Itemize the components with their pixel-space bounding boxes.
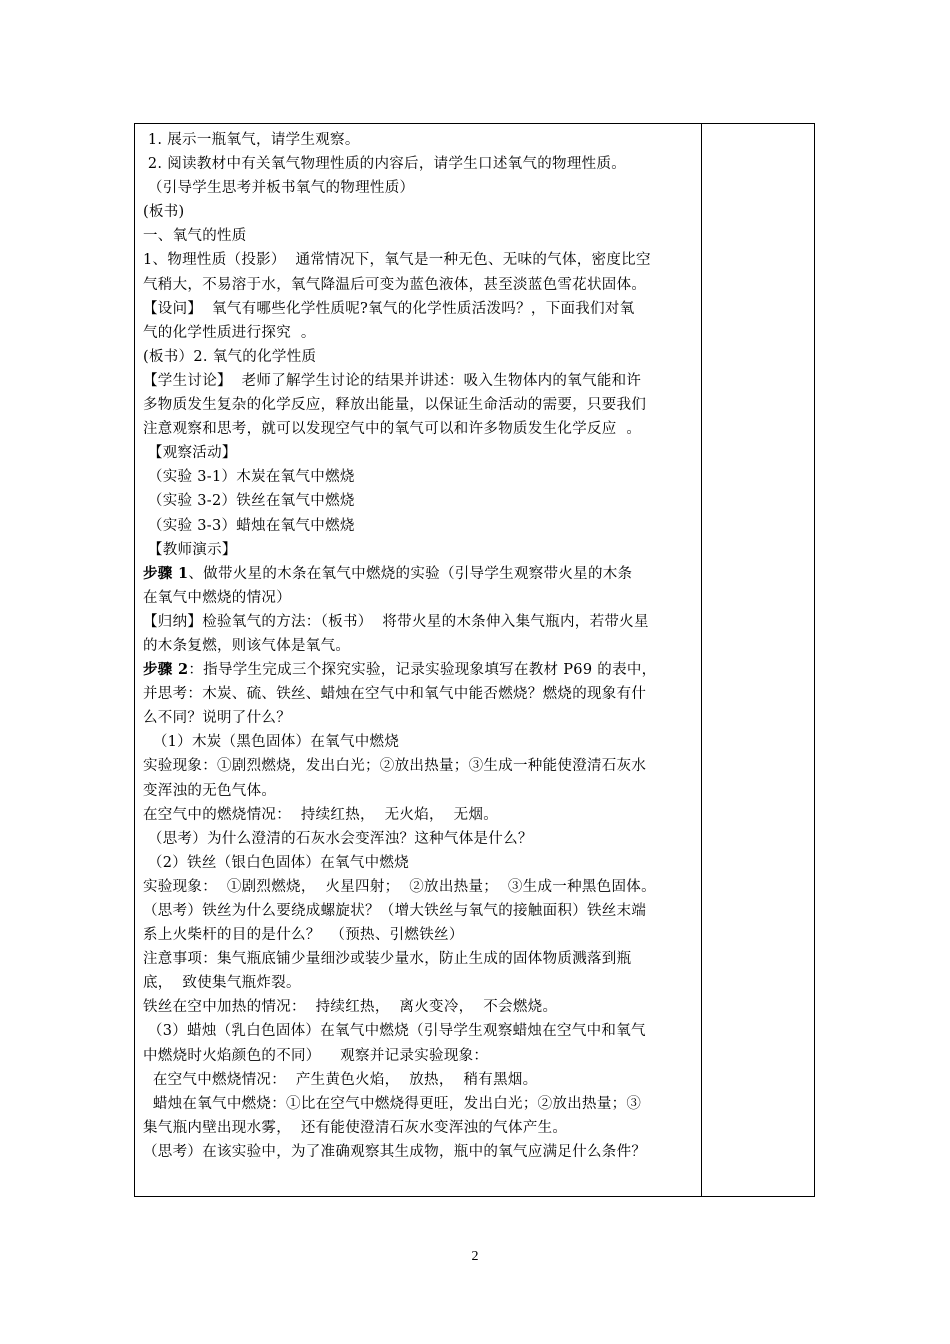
page-number: 2 <box>471 1249 479 1264</box>
line-text: （3）蜡烛（乳白色固体）在氧气中燃烧（引导学生观察蜡烛在空气中和氧气 <box>143 1023 646 1040</box>
line-text: （实验 3-3）蜡烛在氧气中燃烧 <box>143 517 355 534</box>
column-divider <box>701 124 702 1196</box>
text-line <box>143 634 699 658</box>
line-text: （2）铁丝（银白色固体）在氧气中燃烧 <box>143 854 410 871</box>
line-text: 【观察活动】 <box>143 445 237 462</box>
line-text: 底， 致使集气瓶炸裂。 <box>143 975 301 992</box>
line-text: 并思考：木炭、硫、铁丝、蜡烛在空气中和氧气中能否燃烧？燃烧的现象有什 <box>143 686 647 703</box>
line-text: 铁丝在空中加热的情况： 持续红热， 离火变冷， 不会燃烧。 <box>143 999 558 1016</box>
line-text: ：指导学生完成三个探究实验，记录实验现象填写在教材 P69 的表中， <box>188 662 657 679</box>
line-text: 么不同？说明了什么？ <box>143 710 291 727</box>
text-line <box>143 345 699 369</box>
text-line <box>143 971 699 995</box>
line-text: 气的化学性质进行探究 。 <box>143 324 316 341</box>
line-text: 在氧气中燃烧的情况） <box>143 589 291 606</box>
line-text: 系上火柴杆的目的是什么？ （预热、引燃铁丝） <box>143 927 464 944</box>
line-text: 、做带火星的木条在氧气中燃烧的实验（引导学生观察带火星的木条 <box>188 565 633 582</box>
line-text: (板书）2. 氧气的化学性质 <box>143 348 317 365</box>
text-line <box>143 899 699 923</box>
text-line <box>143 1116 699 1140</box>
lesson-table <box>134 123 815 1197</box>
line-text: 2. 阅读教材中有关氧气物理性质的内容后，请学生口述氧气的物理性质。 <box>143 156 627 173</box>
text-line <box>143 393 699 417</box>
line-text: 实验现象：①剧烈燃烧，发出白光；②放出热量；③生成一种能使澄清石灰水 <box>143 758 647 775</box>
text-line <box>143 803 699 827</box>
line-text: 【教师演示】 <box>143 541 237 558</box>
text-line <box>143 248 699 272</box>
text-line <box>143 273 699 297</box>
text-line <box>143 706 699 730</box>
text-line <box>143 1019 699 1043</box>
line-text: (板书) <box>143 204 185 221</box>
text-line <box>143 875 699 899</box>
text-line <box>143 586 699 610</box>
line-text: 实验现象： ①剧烈燃烧， 火星四射； ②放出热量； ③生成一种黑色固体。 <box>143 878 656 895</box>
text-line <box>143 947 699 971</box>
text-line <box>143 562 699 586</box>
text-line <box>143 682 699 706</box>
step-label: 步骤 1 <box>143 564 189 582</box>
text-line <box>143 224 699 248</box>
text-line <box>143 995 699 1019</box>
line-text: 1. 展示一瓶氧气，请学生观察。 <box>143 132 360 148</box>
text-line <box>143 1092 699 1116</box>
text-line <box>143 923 699 947</box>
line-text: （思考）在该实验中，为了准确观察其生成物，瓶中的氧气应满足什么条件？ <box>143 1143 647 1160</box>
text-line <box>143 176 699 200</box>
line-text: （1）木炭（黑色固体）在氧气中燃烧 <box>143 734 400 751</box>
lesson-content-cell <box>143 128 699 1164</box>
line-text: 蜡烛在氧气中燃烧：①比在空气中燃烧得更旺，发出白光；②放出热量；③ <box>143 1095 642 1112</box>
line-text: 在空气中燃烧情况： 产生黄色火焰， 放热， 稍有黑烟。 <box>143 1071 538 1088</box>
line-text: 气稍大，不易溶于水，氧气降温后可变为蓝色液体，甚至淡蓝色雪花状固体。 <box>143 276 647 293</box>
text-line <box>143 610 699 634</box>
text-line <box>143 1068 699 1092</box>
text-line <box>143 658 699 682</box>
line-text: 多物质发生复杂的化学反应，释放出能量，以保证生命活动的需要，只要我们 <box>143 397 647 414</box>
text-line <box>143 369 699 393</box>
text-line <box>143 851 699 875</box>
text-line <box>143 489 699 513</box>
text-line <box>143 1044 699 1068</box>
text-line <box>143 200 699 224</box>
text-line <box>143 730 699 754</box>
text-line <box>143 779 699 803</box>
line-text: 的木条复燃，则该气体是氧气。 <box>143 637 351 654</box>
line-text: （引导学生思考并板书氧气的物理性质） <box>143 180 415 197</box>
text-line <box>143 441 699 465</box>
line-text: （实验 3-2）铁丝在氧气中燃烧 <box>143 493 355 510</box>
line-text: 【设问】 氧气有哪些化学性质呢?氧气的化学性质活泼吗？，下面我们对氧 <box>143 300 635 317</box>
line-text: 集气瓶内壁出现水雾， 还有能使澄清石灰水变浑浊的气体产生。 <box>143 1119 568 1136</box>
line-text: （思考）为什么澄清的石灰水会变浑浊？这种气体是什么？ <box>143 830 533 847</box>
line-text: 在空气中的燃烧情况： 持续红热， 无火焰， 无烟。 <box>143 806 499 823</box>
text-line <box>143 827 699 851</box>
line-text: 变浑浊的无色气体。 <box>143 782 277 799</box>
step-label: 步骤 2 <box>143 661 189 679</box>
line-text: 中燃烧时火焰颜色的不同） 观察并记录实验现象： <box>143 1047 489 1064</box>
text-line <box>143 538 699 562</box>
text-line <box>143 465 699 489</box>
line-text: 【归纳】检验氧气的方法：（板书） 将带火星的木条伸入集气瓶内，若带火星 <box>143 613 649 630</box>
text-line <box>143 514 699 538</box>
line-text: 【学生讨论】 老师了解学生讨论的结果并讲述：吸入生物体内的氧气能和许 <box>143 372 642 389</box>
text-line <box>143 1140 699 1164</box>
text-line <box>143 297 699 321</box>
line-text: 注意事项：集气瓶底铺少量细沙或装少量水，防止生成的固体物质溅落到瓶 <box>143 951 632 968</box>
text-line <box>143 754 699 778</box>
line-text: 1、物理性质（投影） 通常情况下，氧气是一种无色、无味的气体，密度比空 <box>143 252 651 269</box>
text-line <box>143 417 699 441</box>
line-text: 注意观察和思考，就可以发现空气中的氧气可以和许多物质发生化学反应 。 <box>143 421 642 438</box>
text-line <box>143 128 699 152</box>
text-line <box>143 152 699 176</box>
text-line <box>143 321 699 345</box>
line-text: （思考）铁丝为什么要绕成螺旋状？（增大铁丝与氧气的接触面积）铁丝末端 <box>143 903 647 919</box>
line-text: （实验 3-1）木炭在氧气中燃烧 <box>143 469 355 486</box>
line-text: 一、氧气的性质 <box>143 228 247 245</box>
